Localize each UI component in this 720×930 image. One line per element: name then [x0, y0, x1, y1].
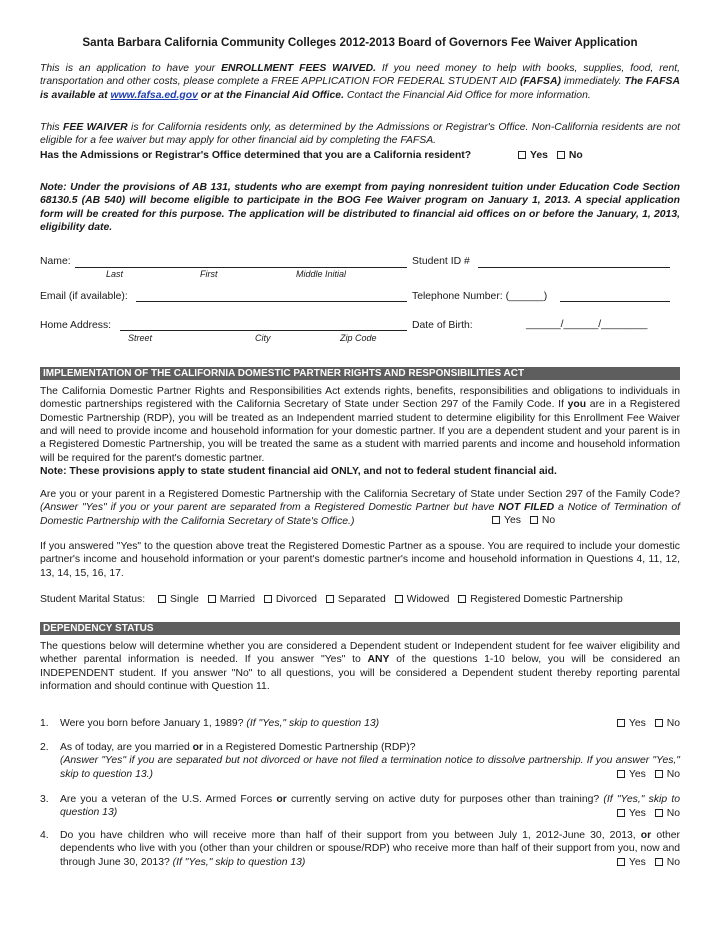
question-2-prompt-b: in a Registered Domestic Partnership (RDP)? — [205, 742, 416, 753]
rdp-not-filed: NOT FILED — [498, 502, 555, 514]
question-4-prompt-b: other dependents who live with you (other than your children or spouse/RDP) who receive more than half of their support from you, now and through June 30, 2013? — [60, 830, 680, 868]
student-id-label: Student ID # — [412, 256, 470, 267]
marital-widowed-label: Widowed — [406, 594, 450, 605]
question-3 — [40, 793, 680, 823]
residency-yes-checkbox[interactable] — [518, 151, 526, 159]
ab131-note: Note: Under the provisions of AB 131, students who are exempt from paying nonresident tuition under Education Code Section 68130.5 (AB 540) will become eligible to participate in the BOG Fee Waiver program on January 1, 2013. A special application form will be created for this purpose. The application will be distributed to financial aid offices on or before the January, 1, 2013, eligibility date. — [40, 182, 680, 233]
rdp-yes-label: Yes — [504, 515, 521, 526]
rdp-no-checkbox[interactable] — [530, 516, 538, 524]
question-2-no-label: No — [666, 769, 680, 780]
question-2 — [40, 741, 680, 785]
first-name-caption: First — [200, 269, 218, 279]
question-1-yes-checkbox[interactable] — [617, 719, 625, 727]
last-name-caption: Last — [106, 269, 124, 279]
question-2-prompt-a: As of today, are you married — [60, 742, 190, 753]
question-1-no-label: No — [666, 718, 680, 729]
telephone-label: Telephone Number: (______) — [412, 291, 548, 302]
marital-single-checkbox[interactable] — [158, 595, 166, 603]
residency-question-row — [40, 149, 680, 162]
intro-text-2: If you need money to help with books, supplies, food, rent, transportation and other costs, please complete a FREE APPLICATION FOR FEDERAL STUDENT AID — [40, 63, 681, 88]
rdp-you: you — [567, 399, 587, 411]
intro-fafsa: (FAFSA) — [519, 76, 561, 88]
marital-single-label: Single — [170, 594, 199, 605]
intro-text-1: This is an application to have your — [40, 63, 216, 74]
marital-married-label: Married — [219, 594, 256, 605]
marital-divorced-label: Divorced — [275, 594, 317, 605]
question-4-no-checkbox[interactable] — [655, 858, 663, 866]
question-2-answers — [617, 768, 680, 781]
form-title: Santa Barbara California Community Colleges 2012-2013 Board of Governors Fee Waiver Application — [82, 36, 638, 49]
marital-status-row — [40, 593, 680, 606]
question-2-or: or — [192, 742, 204, 753]
question-1-no-checkbox[interactable] — [655, 719, 663, 727]
marital-rdp-label: Registered Domestic Partnership — [470, 594, 623, 605]
residency-answers — [518, 149, 583, 162]
question-3-yes-label: Yes — [628, 808, 646, 819]
middle-initial-caption: Middle Initial — [296, 269, 347, 279]
rdp-question-hint-2: a Notice of Termination of Domestic Partnership with the California Secretary of State's Office.) — [40, 502, 681, 527]
question-2-yes-label: Yes — [628, 769, 646, 780]
question-1-skip: (If "Yes," skip to question 13) — [246, 718, 380, 729]
date-of-birth-field[interactable]: ______/______/________ — [526, 319, 648, 330]
date-of-birth-label: Date of Birth: — [412, 320, 473, 331]
telephone-field[interactable] — [560, 301, 670, 302]
dependency-intro-a: The questions below will determine whether you are considered a Dependent student or Independent student for fee waiver eligibility and whether parental information is needed. If you answer "Yes" to — [40, 641, 680, 666]
question-4-prompt-a: Do you have children who will receive more than half of their support from you between July 1, 2012-June 30, 2013, — [60, 830, 636, 841]
rdp-question-text: Are you or your parent in a Registered Domestic Partnership with the California Secretary of State under Section 297 of the Family Code? — [40, 489, 680, 500]
rdp-answers — [492, 514, 555, 527]
question-3-yes-checkbox[interactable] — [617, 809, 625, 817]
city-caption: City — [255, 333, 271, 343]
question-3-text — [60, 793, 680, 820]
intro-fafsa-available: The FAFSA is available at — [40, 76, 680, 101]
residency-fee-waiver: FEE WAIVER — [63, 122, 128, 133]
dependency-intro — [40, 640, 680, 693]
rdp-question — [40, 488, 680, 528]
question-4-answers — [617, 856, 680, 869]
question-2-skip: (Answer "Yes" if you are separated but not divorced or have not filed a termination notice to dissolve partnership. If you answer "Yes," skip to question 13.) — [60, 755, 680, 780]
fafsa-link[interactable]: www.fafsa.ed.gov — [110, 89, 198, 101]
question-2-yes-checkbox[interactable] — [617, 770, 625, 778]
question-3-no-checkbox[interactable] — [655, 809, 663, 817]
question-4-or: or — [640, 830, 652, 841]
marital-widowed-checkbox[interactable] — [395, 595, 403, 603]
residency-text-b: is for California residents only, as determined by the Admissions or Registrar's Office. Non-California residents are not eligible for a fee waiver but may apply for other financial aid by completing the FAFSA. — [40, 122, 680, 147]
rdp-text-c: are in a Registered Domestic Partnership (RDP), you will be treated as an Independent married student to determine eligibility for this Enrollment Fee Waiver and will need to provide income and household information for your domestic partner. If you are a dependent student and your parent is in a Registered Domestic Partnership, you will be treated the same as a student with married parents and income and household information will be required for the parent's domestic partner. — [40, 399, 680, 464]
dependency-section-header: DEPENDENCY STATUS — [40, 622, 680, 635]
question-1 — [40, 717, 680, 731]
question-3-number: 3. — [40, 794, 49, 805]
residency-text-a: This — [40, 122, 60, 133]
residency-no-checkbox[interactable] — [557, 151, 565, 159]
question-4-text — [60, 829, 680, 869]
question-2-text — [60, 741, 680, 781]
zip-code-caption: Zip Code — [340, 333, 377, 343]
rdp-yes-checkbox[interactable] — [492, 516, 500, 524]
dependency-intro-c: of the questions 1-10 below, you will be considered an INDEPENDENT student. If you answer "No" to all questions, you will be considered a Dependent student thereby reporting parental information and should continue with Question 11. — [40, 654, 681, 692]
rdp-question-hint: (Answer "Yes" if you or your parent are separated from a Registered Domestic Partner but have — [40, 502, 495, 514]
intro-contact: Contact the Financial Aid Office for more information. — [346, 89, 591, 101]
home-address-label: Home Address: — [40, 320, 112, 331]
question-4-yes-checkbox[interactable] — [617, 858, 625, 866]
residency-yes-label: Yes — [530, 150, 548, 161]
question-3-no-label: No — [666, 808, 680, 819]
marital-divorced-checkbox[interactable] — [264, 595, 272, 603]
question-3-or: or — [276, 794, 287, 805]
question-1-yes-label: Yes — [628, 718, 646, 729]
rdp-paragraph — [40, 385, 680, 465]
marital-rdp-checkbox[interactable] — [458, 595, 466, 603]
question-2-number: 2. — [40, 742, 49, 753]
intro-enrollment-fees: ENROLLMENT FEES WAIVED. — [221, 63, 377, 74]
street-caption: Street — [128, 333, 153, 343]
question-4-yes-label: Yes — [628, 857, 646, 868]
question-1-prompt: Were you born before January 1, 1989? — [60, 718, 244, 729]
marital-status-label: Student Marital Status: — [40, 594, 146, 605]
name-label: Name: — [40, 256, 71, 267]
question-3-prompt-a: Are you a veteran of the U.S. Armed Forces — [60, 794, 273, 805]
marital-married-checkbox[interactable] — [208, 595, 216, 603]
rdp-note: Note: These provisions apply to state student financial aid ONLY, and not to federal student financial aid. — [40, 466, 557, 477]
dependency-any: ANY — [367, 654, 390, 666]
residency-no-label: No — [568, 150, 583, 161]
question-3-prompt-b: currently serving on active duty for purposes other than training? — [290, 794, 600, 805]
marital-separated-label: Separated — [337, 594, 386, 605]
residency-paragraph — [40, 121, 680, 148]
residency-question: Has the Admissions or Registrar's Office determined that you are a California resident? — [40, 150, 472, 161]
question-1-number: 1. — [40, 718, 49, 729]
question-3-answers — [617, 807, 680, 820]
question-4-no-label: No — [666, 857, 680, 868]
marital-separated-checkbox[interactable] — [326, 595, 334, 603]
question-1-text — [60, 717, 560, 730]
rdp-text-a: The California Domestic Partner Rights and Responsibilities Act extends rights, benefits, responsibilities and obligations to individuals in domestic partnerships registered with the California Secretary of State under Section 297 of the Family Code. If — [40, 386, 680, 411]
name-field[interactable] — [75, 267, 407, 268]
email-field[interactable] — [136, 301, 407, 302]
question-4-number: 4. — [40, 830, 49, 841]
rdp-no-label: No — [541, 515, 556, 526]
email-label: Email (if available): — [40, 291, 128, 302]
intro-paragraph — [40, 62, 680, 102]
question-4-skip: (If "Yes," skip to question 13) — [172, 856, 306, 868]
intro-financial-aid-office: or at the Financial Aid Office. — [200, 89, 344, 101]
rdp-spouse-paragraph: If you answered "Yes" to the question above treat the Registered Domestic Partner as a spouse. You are required to include your domestic partner's income and household information or your parent's domestic partner's income and household information in Questions 4, 11, 12, 13, 14, 15, 16, 17. — [40, 541, 680, 579]
question-4 — [40, 829, 680, 873]
question-3-skip: (If "Yes," skip to question 13) — [60, 794, 681, 819]
student-id-field[interactable] — [478, 267, 670, 268]
intro-text-3: immediately. — [563, 76, 622, 88]
question-2-no-checkbox[interactable] — [655, 770, 663, 778]
rdp-section-header: IMPLEMENTATION OF THE CALIFORNIA DOMESTIC PARTNER RIGHTS AND RESPONSIBILITIES ACT — [40, 367, 680, 380]
home-address-field[interactable] — [120, 330, 407, 331]
question-1-answers — [617, 717, 680, 730]
